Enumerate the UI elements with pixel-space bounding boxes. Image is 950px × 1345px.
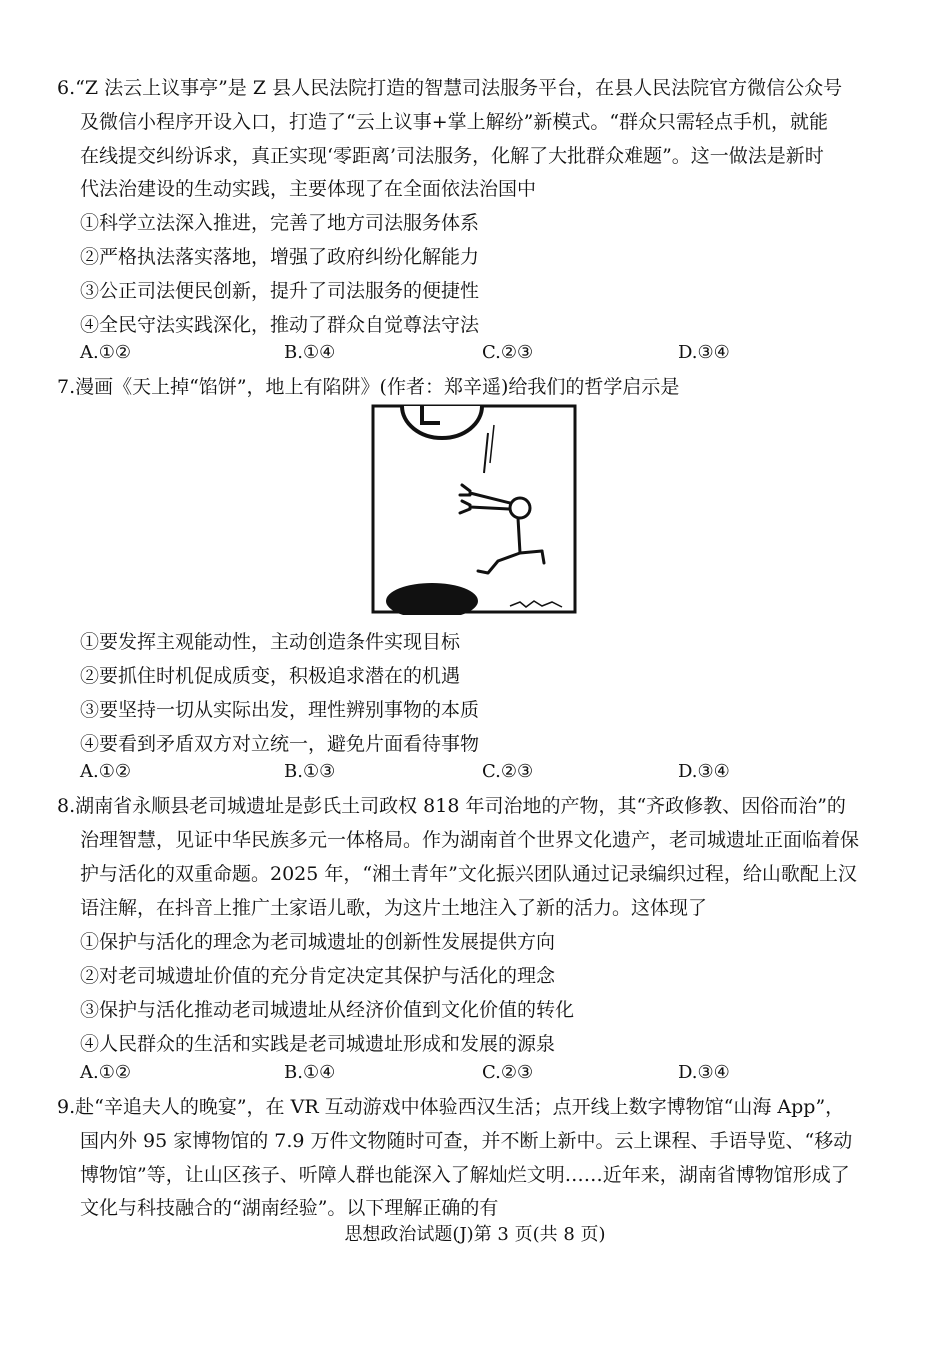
question-7-statement-1: ①要发挥主观能动性，主动创造条件实现目标 <box>80 631 461 653</box>
question-6-options <box>80 342 780 364</box>
option-c[interactable]: C.②③ <box>482 342 534 363</box>
question-7-statement-3: ③要坚持一切从实际出发，理性辨别事物的本质 <box>80 699 480 721</box>
question-7-options <box>80 761 780 783</box>
question-8-line-3: 护与活化的双重命题。2025 年，“湘土青年”文化振兴团队通过记录编织过程，给山歌配上汉 <box>80 863 857 885</box>
option-b[interactable]: B.①③ <box>284 761 336 782</box>
option-b[interactable]: B.①④ <box>284 342 336 363</box>
question-9-line-1: 9.赴“辛追夫人的晚宴”，在 VR 互动游戏中体验西汉生活；点开线上数字博物馆“山海 App”， <box>57 1096 845 1118</box>
option-c[interactable]: C.②③ <box>482 1062 534 1083</box>
question-8-options <box>80 1062 780 1084</box>
page-footer: 思想政治试题(J)第 3 页(共 8 页) <box>344 1224 606 1245</box>
question-8-line-4: 语注解，在抖音上推广土家语儿歌，为这片土地注入了新的活力。这体现了 <box>80 897 708 919</box>
cartoon-frame <box>373 406 575 612</box>
question-8-statement-4: ④人民群众的生活和实践是老司城遗址形成和发展的源泉 <box>80 1033 556 1055</box>
question-8-statement-1: ①保护与活化的理念为老司城遗址的创新性发展提供方向 <box>80 931 556 953</box>
option-d[interactable]: D.③④ <box>678 342 730 363</box>
question-8-line-1: 8.湖南省永顺县老司城遗址是彭氏土司政权 818 年司治地的产物，其“齐政修教、因俗而治”的 <box>57 795 846 817</box>
option-a[interactable]: A.①② <box>80 761 131 782</box>
question-9-line-2: 国内外 95 家博物馆的 7.9 万件文物随时可查，并不断上新中。云上课程、手语导览、“移动 <box>80 1130 853 1152</box>
question-8-statement-3: ③保护与活化推动老司城遗址从经济价值到文化价值的转化 <box>80 999 575 1021</box>
question-9-line-4: 文化与科技融合的“湖南经验”。以下理解正确的有 <box>80 1197 499 1219</box>
question-8-line-2: 治理智慧，见证中华民族多元一体格局。作为湖南首个世界文化遗产，老司城遗址正面临着保 <box>80 829 860 851</box>
cartoon-image <box>370 403 578 615</box>
option-b[interactable]: B.①④ <box>284 1062 336 1083</box>
option-a[interactable]: A.①② <box>80 342 131 363</box>
option-c[interactable]: C.②③ <box>482 761 534 782</box>
question-6-statement-1: ①科学立法深入推进，完善了地方司法服务体系 <box>80 212 480 234</box>
option-d[interactable]: D.③④ <box>678 761 730 782</box>
option-a[interactable]: A.①② <box>80 1062 131 1083</box>
question-7-statement-4: ④要看到矛盾双方对立统一，避免片面看待事物 <box>80 733 480 755</box>
question-6-line-3: 在线提交纠纷诉求，真正实现‘零距离’司法服务，化解了大批群众难题”。这一做法是新时 <box>80 145 824 167</box>
question-6-line-2: 及微信小程序开设入口，打造了“云上议事+掌上解纷”新模式。“群众只需轻点手机，就能 <box>80 111 829 133</box>
question-7-line-1: 7.漫画《天上掉“馅饼”，地上有陷阱》(作者：郑辛遥)给我们的哲学启示是 <box>57 376 680 398</box>
question-6-statement-3: ③公正司法便民创新，提升了司法服务的便捷性 <box>80 280 480 302</box>
option-d[interactable]: D.③④ <box>678 1062 730 1083</box>
question-9-line-3: 博物馆”等，让山区孩子、听障人群也能深入了解灿烂文明……近年来，湖南省博物馆形成了 <box>80 1164 850 1186</box>
question-6-statement-4: ④全民守法实践深化，推动了群众自觉尊法守法 <box>80 314 480 336</box>
question-6-statement-2: ②严格执法落实落地，增强了政府纠纷化解能力 <box>80 246 480 268</box>
question-6-line-4: 代法治建设的生动实践，主要体现了在全面依法治国中 <box>80 178 537 200</box>
question-6-line-1: 6.“Z 法云上议事亭”是 Z 县人民法院打造的智慧司法服务平台，在县人民法院官方微信公众号 <box>57 77 843 99</box>
question-7-statement-2: ②要抓住时机促成质变，积极追求潜在的机遇 <box>80 665 461 687</box>
question-8-statement-2: ②对老司城遗址价值的充分肯定决定其保护与活化的理念 <box>80 965 556 987</box>
